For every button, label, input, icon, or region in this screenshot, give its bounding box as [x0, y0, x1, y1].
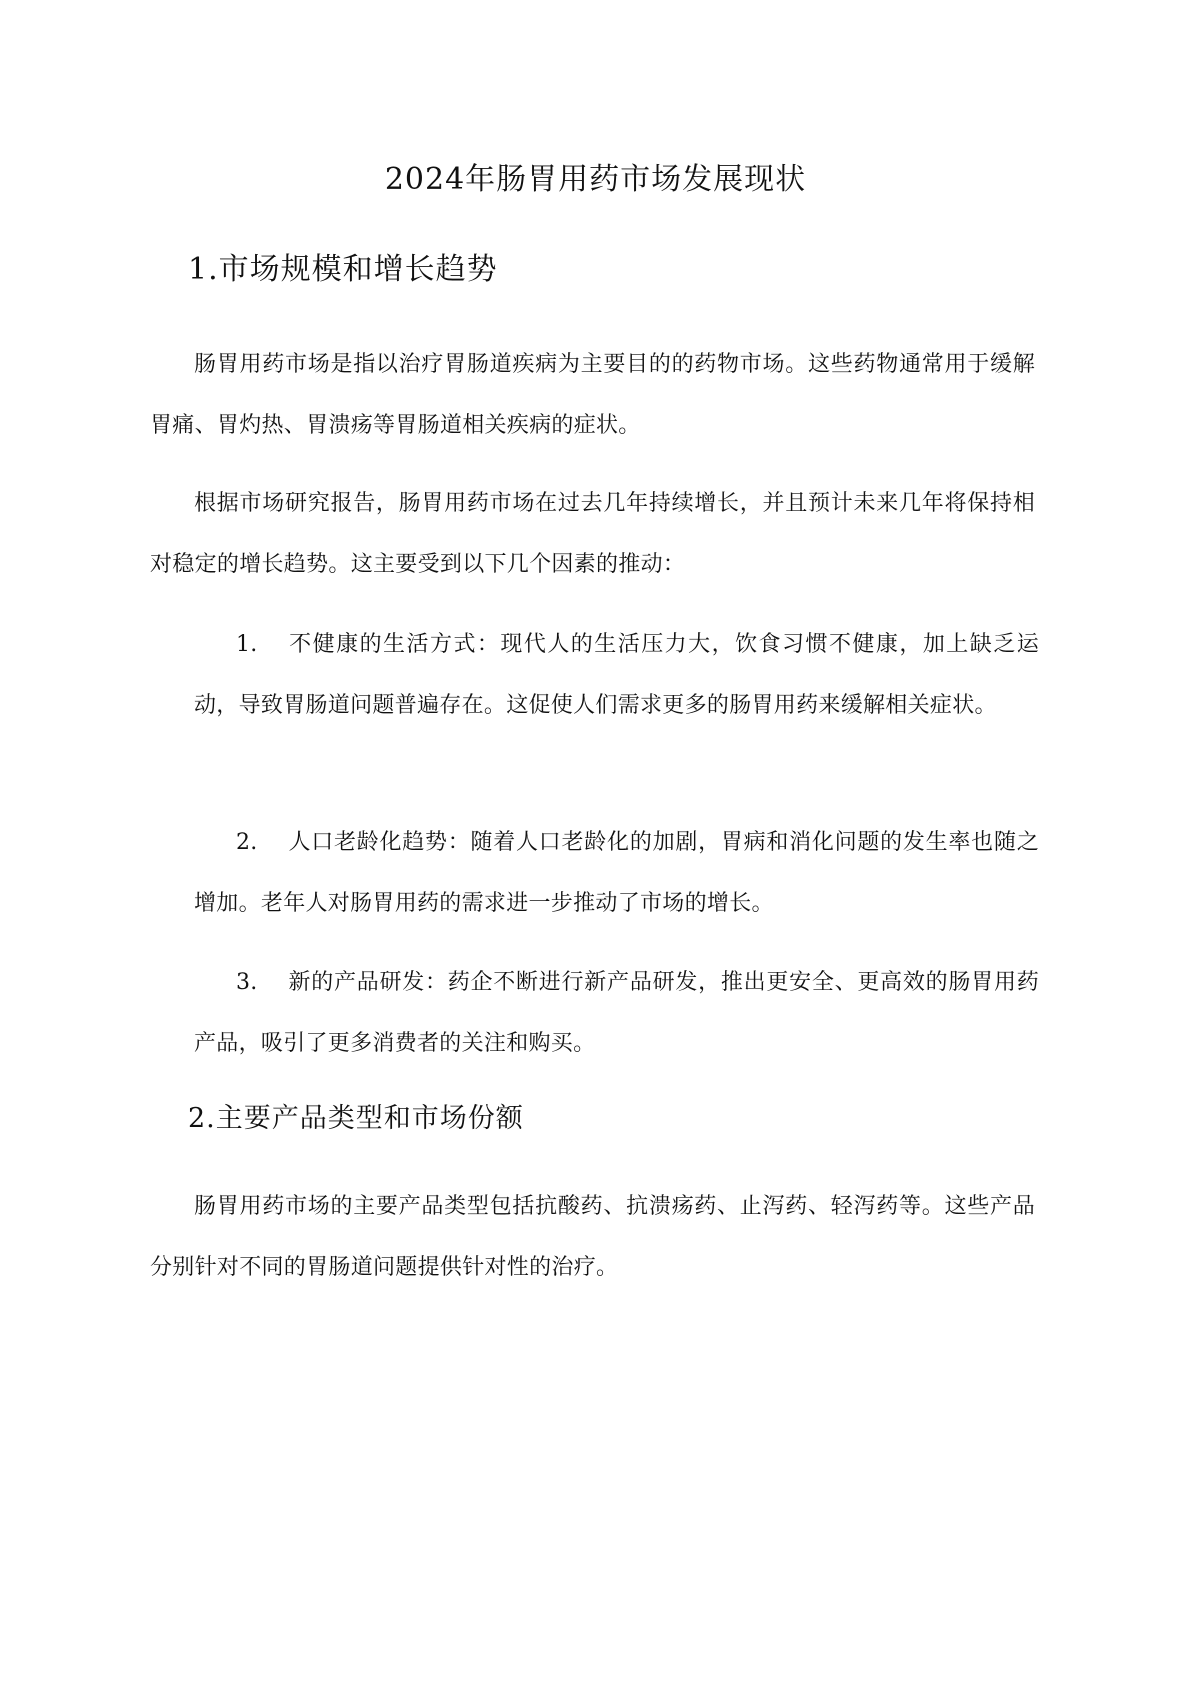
section-1-paragraph-2: 根据市场研究报告，肠胃用药市场在过去几年持续增长，并且预计未来几年将保持相对稳定的增长趋势。这主要受到以下几个因素的推动：	[150, 491, 1035, 577]
list-item-1	[194, 614, 1039, 736]
list-item-text: 不健康的生活方式：现代人的生活压力大，饮食习惯不健康，加上缺乏运动，导致胃肠道问题普遍存在。这促使人们需求更多的肠胃用药来缓解相关症状。	[194, 632, 1039, 718]
list-item-number: 2.	[236, 830, 258, 855]
section-1-heading: 1.市场规模和增长趋势	[188, 252, 498, 287]
section-1-paragraph-1: 肠胃用药市场是指以治疗胃肠道疾病为主要目的的药物市场。这些药物通常用于缓解胃痛、胃灼热、胃溃疡等胃肠道相关疾病的症状。	[150, 352, 1035, 438]
section-2-paragraph-1: 肠胃用药市场的主要产品类型包括抗酸药、抗溃疡药、止泻药、轻泻药等。这些产品分别针对不同的胃肠道问题提供针对性的治疗。	[150, 1194, 1035, 1280]
list-item-text: 人口老龄化趋势：随着人口老龄化的加剧，胃病和消化问题的发生率也随之增加。老年人对肠胃用药的需求进一步推动了市场的增长。	[194, 830, 1039, 916]
section-2-heading: 2.主要产品类型和市场份额	[188, 1103, 524, 1134]
document-title: 2024年肠胃用药市场发展现状	[384, 162, 807, 197]
list-item-text: 新的产品研发：药企不断进行新产品研发，推出更安全、更高效的肠胃用药产品，吸引了更多消费者的关注和购买。	[194, 970, 1039, 1056]
list-item-2	[194, 812, 1039, 934]
list-item-number: 3.	[236, 970, 258, 995]
list-item-3	[194, 952, 1039, 1074]
list-item-number: 1.	[236, 632, 258, 657]
